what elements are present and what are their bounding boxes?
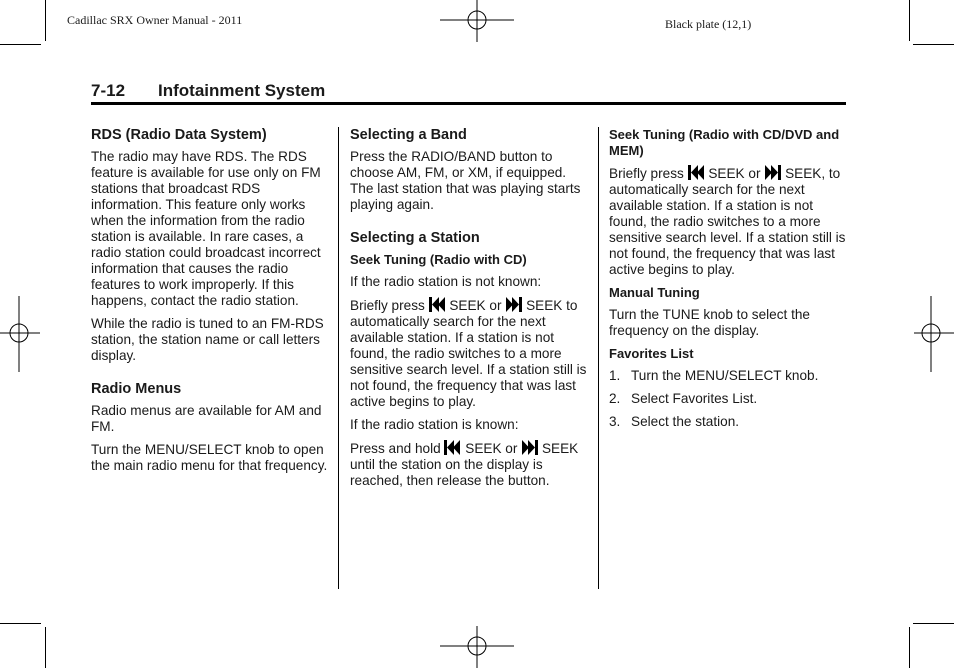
crop-mark-icon [913,44,954,45]
seek-back-icon [444,440,461,455]
crop-mark-icon [909,627,910,668]
seek-back-icon [429,297,446,312]
paragraph-hold: Press and hold SEEK or SEEK until the station on the display is reached, then release the button. [350,441,579,488]
section-title: Infotainment System [158,81,326,100]
paragraph: While the radio is tuned to an FM-RDS station, the station name or call letters display. [91,316,324,363]
heading-selecting-band: Selecting a Band [350,127,467,143]
list-item: 1. Turn the MENU/SELECT knob. [609,368,819,383]
heading-rds: RDS (Radio Data System) [91,127,267,143]
paragraph: If the radio station is not known: [350,274,542,289]
plate-label: Black plate (12,1) [665,17,752,31]
seek-back-icon [688,165,705,180]
registration-mark-icon [440,0,516,44]
paragraph: The radio may have RDS. The RDS feature is available for use only on FM stations that broadcast RDS information. This feature only works when the information from the radio station is available. In rare cases, a radio station could broadcast incorrect information that causes the radio features to work improperly. If this happens, contact the radio station. [91,149,321,308]
column-divider [598,127,599,589]
registration-mark-icon [440,626,516,668]
heading-radio-menus: Radio Menus [91,381,182,397]
column-2 [350,127,590,496]
crop-mark-icon [45,627,46,668]
subheading-manual-tuning: Manual Tuning [609,285,700,300]
subheading-seek-tuning-mem: Seek Tuning (Radio with CD/DVD and MEM) [609,127,840,158]
registration-mark-icon [0,296,40,372]
manual-title: Cadillac SRX Owner Manual - 2011 [67,13,243,27]
section-header [91,80,846,105]
subheading-seek-tuning: Seek Tuning (Radio with CD) [350,252,527,267]
crop-mark-icon [45,0,46,41]
crop-mark-icon [909,0,910,41]
seek-forward-icon [521,440,538,455]
paragraph-seek: Briefly press SEEK or SEEK to automatically search for the next available station. If a station is not found, the radio switches to a more sensitive search level. If a station still is not found, the frequency that was last active begins to play. [350,298,587,409]
crop-mark-icon [0,44,41,45]
crop-mark-icon [0,623,41,624]
subheading-favorites-list: Favorites List [609,346,694,361]
column-3 [609,127,849,437]
page-number: 7-12 [91,81,126,100]
paragraph: Turn the MENU/SELECT knob to open the main radio menu for that frequency. [91,442,328,473]
paragraph: Press the RADIO/BAND button to choose AM, FM, or XM, if equipped. The last station that was playing starts playing again. [350,149,581,212]
list-item: 2. Select Favorites List. [609,391,758,406]
list-item: 3. Select the station. [609,414,740,429]
seek-forward-icon [505,297,522,312]
paragraph: Radio menus are available for AM and FM. [91,403,322,434]
heading-selecting-station: Selecting a Station [350,230,480,246]
paragraph: Turn the TUNE knob to select the frequency on the display. [609,307,810,338]
column-divider [338,127,339,589]
registration-mark-icon [914,296,954,372]
paragraph-seek: Briefly press SEEK or SEEK, to automatically search for the next available station. If a station is not found, the radio switches to a more sensitive search level. If a station still is not found, the frequency that was last active begins to play. [609,166,846,277]
paragraph: If the radio station is known: [350,417,519,432]
seek-forward-icon [764,165,781,180]
column-1 [91,127,331,481]
crop-mark-icon [913,623,954,624]
